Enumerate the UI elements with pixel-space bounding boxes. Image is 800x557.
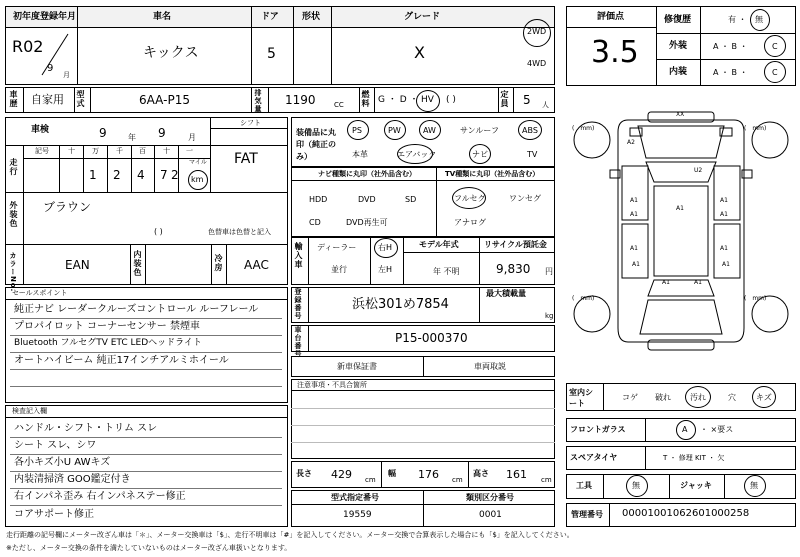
equip-abs: ABS [522,126,538,135]
seat-hole: 穴 [728,393,736,402]
digit-head-100: 百 [139,147,146,155]
footer-note: 走行距離の記号欄にメーター改ざん車は「＊」、メーター交換車は「$」、走行不明車は「#」を記入してください。メーター交換で合算表示した場合にも「$」を記入してください。 [6,531,574,539]
digit-head-code: 記号 [35,147,49,155]
seat-dirt: 汚れ [690,393,706,402]
diagram-mark: A1 [630,197,638,204]
cm-unit: cm [541,476,552,484]
navi-hdd: HDD [309,195,328,204]
grade-label: グレード [404,12,441,22]
seat-tear: 破れ [655,393,671,402]
mileage-label: 走行 [9,158,18,176]
diagram-mark: A1 [632,261,640,268]
model-type-value: 6AA-P15 [139,93,190,107]
km-unit: km [191,175,204,184]
svg-text:( mm): ( mm) [572,295,595,302]
capacity-value: 5 [523,93,531,107]
navi-cd: CD [309,218,321,227]
mileage-digit: 7 [160,168,168,182]
cm-unit: cm [452,476,463,484]
interior-selected: C [772,68,778,77]
width-value: 176 [418,468,439,481]
class-no-value: 0001 [479,510,502,520]
shape-label: 形状 [302,12,321,22]
car-name-label: 車名 [153,12,172,22]
footer-note: ※ただし、メーター交換の条件を満たしていないものはメーター改ざん車扱いとなります。 [6,544,292,552]
equip-leather: 本革 [352,150,368,159]
damage-diagram [566,96,796,376]
mileage-digit: 4 [137,168,145,182]
first-reg-month: 9 [47,63,54,74]
diagram-mark: XX [676,111,685,118]
yen-unit: 円 [545,267,553,276]
displacement-label: 排気量 [254,89,262,113]
use-value: 自家用 [31,93,64,106]
diagram-mark: A1 [720,211,728,218]
svg-text:( mm): ( mm) [744,295,767,302]
model-year-value: 年 不明 [433,267,460,276]
cm-unit: cm [365,476,376,484]
inspector-notes-label: 検査記入欄 [12,407,47,415]
tv-oneseg: ワンセグ [509,194,541,203]
cc-unit: CC [334,101,344,109]
diagram-mark: A2 [627,139,635,146]
manual-label: 車両取説 [474,362,506,371]
score-value: 3.5 [591,35,639,70]
import-right-h: 右H [378,243,393,252]
diagram-mark: A1 [722,261,730,268]
svg-text:( mm): ( mm) [744,125,767,132]
height-label: 高さ [473,469,489,478]
digit-head-10m: 十 [68,147,75,155]
inspector-line: シート スレ、シワ [14,440,97,451]
sales-point-label: セールスポイント [12,289,68,297]
header-shade [6,7,554,27]
grade-2wd: 2WD [527,27,547,36]
exterior-grade: A ・ B ・ [713,42,748,51]
first-reg-era: R02 [12,37,44,56]
model-type-label: 型式 [76,90,85,108]
class-no-label: 類別区分番号 [466,493,514,502]
inspect-year: 9 [99,126,107,140]
color-paren: ( ) [154,227,163,236]
tools-selected: 無 [632,481,640,490]
person-unit: 人 [542,101,549,109]
door-value: 5 [267,46,276,62]
interior-grade: A ・ B ・ [713,68,748,77]
door-label: ドア [261,12,279,22]
diagram-mark: U2 [694,167,703,174]
seat-label-text: 室内シート [569,388,593,408]
mgmt-no-value: 00001001062601000258 [622,508,750,519]
tv-type-label: TV種類に丸印（社外品含む） [445,170,540,178]
mgmt-no-label: 管理番号 [571,510,603,519]
aircon-label: 冷房 [214,254,223,272]
model-spec-label: 型式指定番号 [331,493,379,502]
tv-analog: アナログ [454,218,486,227]
kg-unit: kg [545,312,554,320]
jack-selected: 無 [750,481,758,490]
reg-no-value: 浜松301め7854 [352,297,449,312]
tv-fullseg: フルセグ [454,194,486,203]
chassis-label: 車台番号 [294,326,302,358]
fuel-label: 燃料 [361,90,370,108]
windshield-selected: A [682,425,688,434]
aircon-value: AAC [244,258,269,272]
equipment-label [296,127,336,163]
inspect-month: 9 [158,126,166,140]
diagram-mark: A1 [720,245,728,252]
exterior-color-label: 外装色 [9,201,18,228]
sales-line: 純正ナビ レーダークルーズコントロール ルーフレール [14,304,259,315]
equip-airbag: エアバック [397,150,437,159]
color-code-label: カラーNo. [9,252,17,293]
equip-navi: ナビ [472,150,488,159]
equip-sunroof: サンルーフ [460,126,499,135]
jack-label: ジャッキ [680,481,712,490]
exterior-selected: C [772,42,778,51]
shift-label: シフト [240,119,261,127]
spare-tire-options: T ・ 修理 KIT ・ 欠 [663,454,725,462]
month-unit-2: 月 [188,133,196,142]
fuel-options: G ・ D ・ [378,95,419,105]
shape-value: X [414,43,425,62]
shift-value: FAT [234,151,258,167]
mileage-digit: 2 [113,168,121,182]
year-unit: 年 [128,133,136,142]
length-label: 長さ [296,469,312,478]
tools-label: 工具 [576,481,592,490]
inspector-line: 右インパネ歪み 右インパネステー修正 [14,491,186,502]
digit-head-1: 一 [186,147,193,155]
equip-aw: AW [423,126,436,135]
diagram-mark: A1 [676,205,684,212]
notes-label: 注意事項・不具合箇所 [297,381,367,389]
windshield-label: フロントガラス [570,425,626,434]
digit-head-10: 十 [163,147,170,155]
reg-no-label: 登録番号 [294,288,302,320]
model-year-label: モデル年式 [419,240,459,249]
diagram-mark: A1 [694,279,702,286]
windshield-options: ・ ×要ス [700,425,734,434]
inspector-line: コアサポート修正 [14,509,94,520]
capacity-label: 定員 [500,90,509,108]
import-parallel: 並行 [331,265,347,274]
repair-history-label: 修復歴 [664,15,692,25]
interior-color-label: 内装色 [133,250,142,277]
diagram-mark: A1 [630,211,638,218]
import-dealer: ディーラー [317,243,357,252]
car-outline-svg [566,96,796,376]
max-load-label: 最大積載量 [486,289,526,298]
displacement-value: 1190 [285,93,316,107]
car-name-value: キックス [143,45,199,61]
seat-scratch: キズ [756,393,772,402]
digit-head-1k: 千 [116,147,123,155]
inspector-line: 各小キズ小U AWキズ [14,457,111,468]
import-left-h: 左H [378,265,393,274]
sales-line: プロパイロット コーナーセンサー 禁煙車 [14,321,200,332]
month-unit: 月 [63,71,70,79]
fuel-selected: HV [421,95,434,105]
height-value: 161 [506,468,527,481]
chassis-value: P15-000370 [395,331,468,345]
digit-head-10k: 万 [92,147,99,155]
mileage-digit: 2 [171,168,179,182]
recycle-value: 9,830 [496,262,531,276]
repair-selected: 無 [755,15,763,24]
exterior-color-value: ブラウン [43,200,92,214]
sales-line: オートハイビーム 純正17インチアルミホイール [14,355,229,366]
diagram-mark: A1 [630,245,638,252]
navi-type-label: ナビ種類に丸印（社外品含む） [318,170,416,178]
warranty-label: 新車保証書 [337,362,377,371]
fuel-paren: ( ) [446,95,456,105]
model-spec-value: 19559 [343,510,372,520]
equip-pw: PW [388,126,401,135]
equipment-label-text: 装備品に丸印（純正のみ） [296,128,336,161]
use-label: 車歴 [9,90,18,108]
seat-label [569,387,599,409]
mileage-digit: 1 [89,168,97,182]
color-code-value: EAN [65,258,90,272]
exterior-label: 外装 [669,41,688,51]
diagram-mark: A1 [720,197,728,204]
inspector-line: 内装清掃済 GOO鑑定付き [14,474,131,485]
navi-dvd: DVD [358,195,376,204]
navi-sd: SD [405,195,417,204]
repair-options: 有 ・ [728,15,747,24]
svg-text:( mm): ( mm) [572,125,595,132]
inspection-label: 車検 [31,125,50,135]
seat-burn: コゲ [622,393,638,402]
notes-box [291,379,555,459]
color-note: 色替車は色替と記入 [208,228,271,236]
import-label: 輸入車 [294,242,303,269]
grade-4wd: 4WD [527,59,547,68]
interior-label: 内装 [669,67,688,77]
length-value: 429 [331,468,352,481]
diagram-mark: A1 [662,279,670,286]
score-label: 評価点 [597,12,625,22]
equip-tv: TV [527,150,538,159]
first-reg-label: 初年度登録年月 [13,12,77,22]
sales-line: Bluetooth フルセグTV ETC LEDヘッドライト [14,338,202,348]
equip-ps: PS [352,126,362,135]
width-label: 幅 [388,469,396,478]
spare-tire-label: スペアタイヤ [570,453,618,462]
inspector-line: ハンドル・シフト・トリム スレ [14,423,158,434]
recycle-label: リサイクル預託金 [484,240,547,249]
navi-dvd-playback: DVD再生可 [346,218,388,227]
use-row [5,87,555,113]
mile-label: マイル [189,159,207,166]
mileage-grid [23,145,210,192]
